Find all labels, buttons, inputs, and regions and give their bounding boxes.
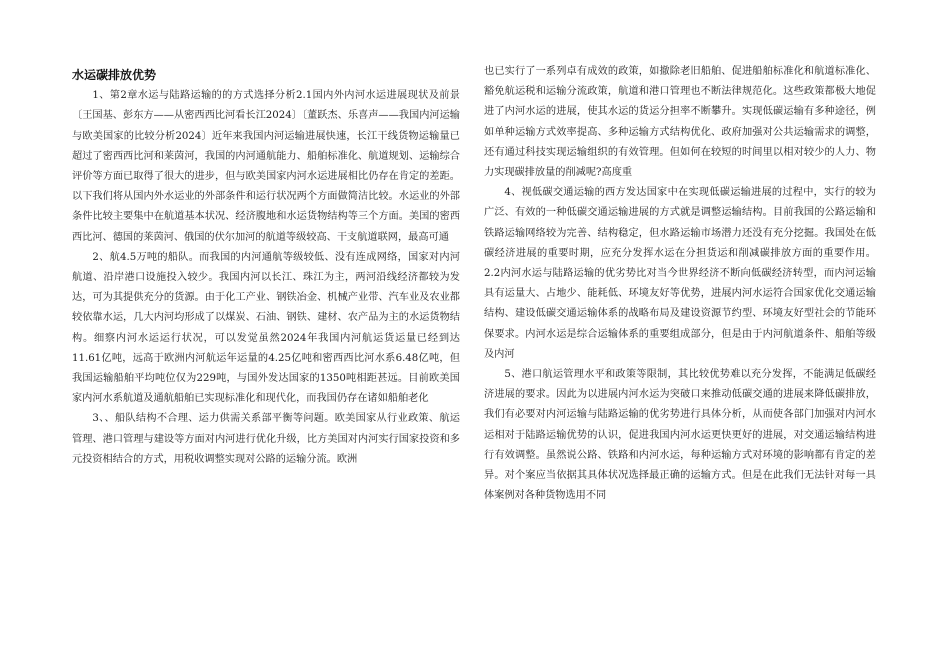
section-title: 水运碳排放优势 — [72, 68, 157, 82]
paragraph: 1、第2章水运与陆路运输的的方式选择分析2.1国内外内河水运进展现状及前景〔王国基、彭东方——从密西西比河看长江2024〕〔董跃杰、乐喜声——我国内河运输与欧美国家的比较分析2024〕近年来我国内河运输进展快速，长江干线货物运输量已超过了密西西比河和莱茵河，我国的内河通航能力、船舶标准化、航道规划、运输综合评价等方面已取得了很大的进步，但与欧美国家内河水运进展相比仍存在肯定的差距。以下我们将从国内外水运业的外部条件和运行状况两个方面做简洁比较。水运业的外部条件比较主要集中在航道基本状况、经济腹地和水运货物结构等三个方面。美国的密西西比河、德国的莱茵河、俄国的伏尔加河的航道等级较高、干支航道联网，最高可通 — [72, 90, 460, 243]
paragraph: 3、、船队结构不合理、运力供需关系部平衡等问题。欧美国家从行业政策、航运管理、港口管理与建设等方面对内河进行优化升级，比方美国对内河实行国家投资和多元投资相结合的方式，用税收调整实现对公路的运输分流。欧洲 — [72, 413, 460, 465]
paragraph: 2、航4.5万吨的船队。而我国的内河通航等级较低、没有连成网络，国家对内河航道、沿岸港口设施投入较少。我国内河以长江、珠江为主，两河沿线经济都较为发达，可为其提供充分的货源。由于化工产业、钢铁冶金、机械产业带、汽车业及农业都较依靠水运，几大内河均形成了以煤炭、石油、钢铁、建材、农产品为主的水运货物结构。细察内河水运运行状况，可以发觉虽然2024年我国内河航运货运量已经到达11.61亿吨，远高于欧洲内河航运年运量的4.25亿吨和密西西比河水系6.48亿吨，但我国运输船舶平均吨位仅为229吨，与国外发达国家的1350吨相距甚远。目前欧美国家内河水系航道及通航船舶已实现标准化和现代化，而我国仍存在诸如船舶老化 — [72, 251, 460, 405]
paragraph: 也已实行了一系列卓有成效的政策，如撤除老旧船舶、促进船舶标准化和航道标准化、豁免航运税和运输分流政策，航道和港口管理也不断法律规范化。这些政策都极大地促进了内河水运的进展，使其水运的货运分担率不断攀升。实现低碳运输有多种途径，例如单种运输方式效率提高、多种运输方式结构优化、政府加强对公共运输需求的调整，还有通过科技实现运输组织的有效管理。但如何在较短的时间里以相对较少的人力、物力实现碳排放量的削减呢?高度重 — [484, 66, 876, 179]
right-column — [484, 62, 876, 506]
paragraph: 5、港口航运管理水平和政策等限制，其比较优势难以充分发挥，不能满足低碳经济进展的要求。因此为以进展内河水运为突破口来推动低碳交通的进展来降低碳排放，我们有必要对内河运输与陆路运输的优劣势进行具体分析，从而使各部门加强对内河水运相对于陆路运输优势的认识，促进我国内河水运更快更好的进展，对交通运输结构进行有效调整。虽然说公路、铁路和内河水运，每种运输方式对环境的影响都有肯定的差异。对个案应当依据其具体状况选择最正确的运输方式。但是在此我们无法针对每一具体案例对各种货物选用不同 — [484, 369, 876, 502]
left-column — [72, 62, 460, 470]
paragraph: 4、视低碳交通运输的西方发达国家中在实现低碳运输进展的过程中，实行的较为广泛、有效的一种低碳交通运输进展的方式就是调整运输结构。目前我国的公路运输和铁路运输网络较为完善、结构稳定，但水路运输市场潜力还没有充分挖掘。我国处在低碳经济进展的重要时期，应充分发挥水运在分担货运和削减碳排放方面的重要作用。2.2内河水运与陆路运输的优劣势比对当今世界经济不断向低碳经济转型，而内河运输具有运量大、占地少、能耗低、环境友好等优势，进展内河水运符合国家优化交通运输结构、建设低碳交通运输体系的战略布局及建设资源节约型、环境友好型社会的节能环保要求。内河水运是综合运输体系的重要组成部分，但是由于内河航道条件、船舶等级及内河 — [484, 187, 876, 360]
